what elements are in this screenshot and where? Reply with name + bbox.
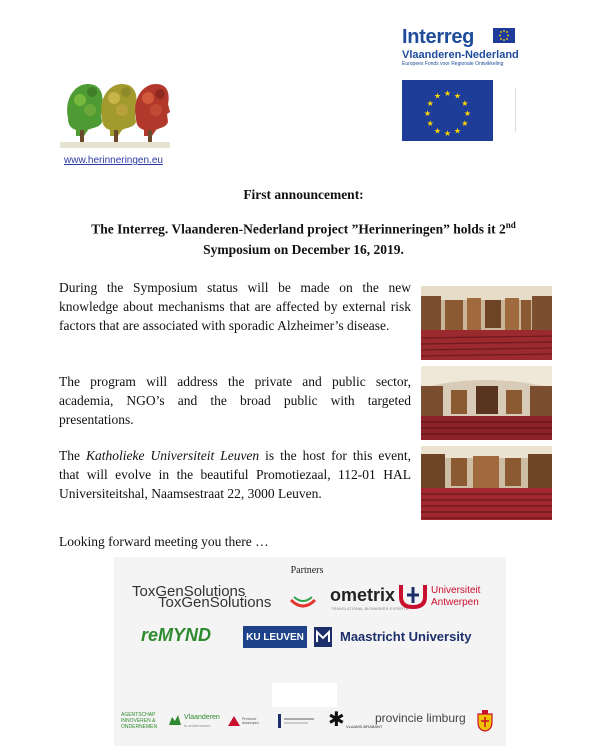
green-head-icon — [67, 84, 106, 144]
remynd-logo: reMYND — [141, 625, 212, 645]
website-link[interactable]: www.herinneringen.eu — [64, 155, 163, 166]
ua-line2: Antwerpen — [431, 597, 479, 608]
ku-leuven-logo — [243, 626, 307, 648]
provincie-antwerpen-logo: Provincie Antwerpen — [242, 717, 259, 725]
announcement-title: First announcement: — [243, 187, 364, 202]
limburg-crest-icon — [477, 710, 493, 732]
olive-head-icon — [101, 84, 140, 144]
host-post: is the host for this event, that will evolve in the beautiful Promotiezaal, 112-01 HAL Universiteitshal, Naamsestraat 22, 3000 Leuven. — [59, 448, 412, 501]
svg-text:★: ★ — [453, 126, 462, 136]
red-head-icon — [135, 84, 170, 144]
promotiezaal-photo-3 — [421, 446, 552, 520]
government-logo — [278, 714, 320, 728]
agentschap-logo: AGENTSCHAP INNOVEREN & ONDERNEMEN — [121, 712, 158, 730]
ua-logo-icon — [399, 583, 427, 609]
svg-text:★: ★ — [423, 109, 432, 118]
announcement-subtitle — [40, 215, 567, 260]
vlaanderen-logo: Vlaanderen — [184, 714, 220, 721]
vlaams-brabant-logo: VLAAMS-BRABANT — [346, 724, 383, 729]
herinneringen-logo — [60, 78, 170, 150]
subtitle-line1: The Interreg. Vlaanderen-Nederland project ”Herinneringen” holds it 2 — [91, 221, 506, 237]
interreg-title: Interreg — [402, 26, 475, 48]
svg-text:★: ★ — [443, 89, 452, 98]
toxgen-logo-top: ToxGenSolutions — [132, 583, 246, 600]
partners-label: Partners — [290, 565, 324, 576]
paragraph-symposium: During the Symposium status will be made on the new knowledge about mechanisms that are affected by external risk factors that are associated with sporadic Alzheimer’s disease. — [59, 280, 411, 333]
vlaams-brabant-asterisk-icon: ✱ — [328, 709, 345, 731]
paragraph-program: The program will address the private and public sector, academia, NGO’s and the broad public with targeted presentations. — [59, 374, 411, 427]
interreg-fund: Europees Fonds voor Regionale Ontwikkeling — [402, 61, 504, 67]
eu-flag-icon — [402, 80, 493, 141]
toxgen-logo-bottom: ToxGenSolutions — [158, 594, 272, 611]
svg-text:★: ★ — [426, 119, 434, 128]
interreg-region: Vlaanderen-Nederland — [402, 49, 519, 61]
svg-text:★: ★ — [453, 91, 462, 101]
ometrix-logo: ometrix — [330, 585, 396, 605]
svg-text:★: ★ — [426, 99, 434, 108]
subtitle-superscript: nd — [505, 220, 516, 230]
subtitle-line2: Symposium on December 16, 2019. — [203, 241, 404, 257]
svg-text:★: ★ — [461, 119, 469, 128]
promotiezaal-photo-2 — [421, 366, 552, 440]
host-name: Katholieke Universiteit Leuven — [85, 448, 260, 463]
provincie-limburg-logo: provincie limburg — [375, 711, 466, 725]
divider — [515, 88, 516, 132]
vlaanderen-lion-icon — [168, 714, 182, 726]
ometrix-tagline: TRANSLATIONAL BIOMARKER EXPERTS — [331, 606, 409, 611]
promotiezaal-photo-1 — [421, 286, 552, 360]
svg-text:★: ★ — [463, 109, 472, 118]
maastricht-emblem-icon — [314, 627, 332, 647]
paragraph-host — [59, 446, 411, 503]
host-pre: The — [59, 448, 86, 463]
paragraph-closing: Looking forward meeting you there … — [59, 534, 269, 549]
svg-text:★: ★ — [461, 99, 469, 108]
svg-text:★: ★ — [443, 129, 452, 138]
blank-area — [272, 683, 337, 707]
ua-line1: Universiteit — [431, 585, 481, 596]
maastricht-logo: Maastricht University — [340, 629, 472, 644]
vlaanderen-tagline: is ondernemen — [184, 723, 211, 728]
eu-mini-flag-icon — [493, 28, 515, 43]
ku-leuven-text: KU LEUVEN — [246, 631, 304, 643]
svg-text:★: ★ — [433, 91, 442, 101]
svg-text:★: ★ — [433, 126, 442, 136]
provincie-antwerpen-icon — [228, 716, 240, 726]
ometrix-swoosh-icon — [290, 594, 316, 610]
